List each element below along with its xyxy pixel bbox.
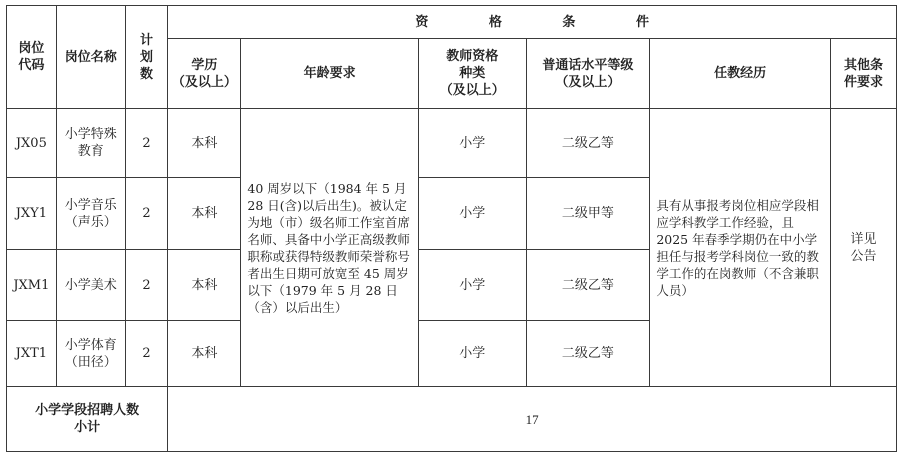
header-row-1 — [7, 6, 897, 39]
table-row — [7, 109, 897, 178]
cell-education: 本科 — [168, 178, 241, 250]
header-experience: 任教经历 — [650, 39, 831, 109]
cell-count: 2 — [125, 109, 168, 178]
header-code: 岗位 代码 — [7, 6, 57, 109]
cell-count: 2 — [125, 321, 168, 387]
cell-education: 本科 — [168, 250, 241, 321]
header-mandarin: 普通话水平等级 （及以上） — [526, 39, 650, 109]
cell-code: JXY1 — [7, 178, 57, 250]
footer-row — [7, 387, 897, 452]
cell-other: 详见 公告 — [830, 109, 896, 387]
cell-teacher-cert: 小学 — [418, 250, 526, 321]
footer-total: 17 — [168, 387, 897, 452]
cell-mandarin: 二级乙等 — [526, 250, 650, 321]
footer-label: 小学学段招聘人数 小计 — [7, 387, 168, 452]
cell-name: 小学特殊 教育 — [56, 109, 125, 178]
cell-count: 2 — [125, 178, 168, 250]
cell-name: 小学体育 （田径） — [56, 321, 125, 387]
cell-teacher-cert: 小学 — [418, 109, 526, 178]
header-teacher-cert: 教师资格 种类 （及以上） — [418, 39, 526, 109]
header-other: 其他条 件要求 — [830, 39, 896, 109]
cell-experience: 具有从事报考岗位相应学段相应学科教学工作经验，且 2025 年春季学期仍在中小学担任与报考学科岗位一致的教学工作的在岗教师（不含兼职人员） — [650, 109, 831, 387]
cell-teacher-cert: 小学 — [418, 178, 526, 250]
recruitment-table — [6, 5, 897, 452]
cell-code: JX05 — [7, 109, 57, 178]
header-age: 年龄要求 — [241, 39, 419, 109]
cell-mandarin: 二级甲等 — [526, 178, 650, 250]
header-count: 计 划 数 — [125, 6, 168, 109]
cell-mandarin: 二级乙等 — [526, 321, 650, 387]
cell-education: 本科 — [168, 109, 241, 178]
cell-name: 小学美术 — [56, 250, 125, 321]
cell-education: 本科 — [168, 321, 241, 387]
header-education: 学历 （及以上） — [168, 39, 241, 109]
cell-code: JXM1 — [7, 250, 57, 321]
cell-name: 小学音乐 （声乐） — [56, 178, 125, 250]
cell-age-requirement: 40 周岁以下（1984 年 5 月 28 日(含)以后出生)。被认定为地（市）级名师工作室首席名师、具备中小学正高级教师职称或获得特级教师荣誉称号者出生日期可放宽至 45 周岁以下（1979 年 5 月 28 日（含）以后出生） — [241, 109, 419, 387]
cell-count: 2 — [125, 250, 168, 321]
header-qualifications: 资 格 条 件 — [168, 6, 897, 39]
header-name: 岗位名称 — [56, 6, 125, 109]
cell-mandarin: 二级乙等 — [526, 109, 650, 178]
cell-code: JXT1 — [7, 321, 57, 387]
cell-teacher-cert: 小学 — [418, 321, 526, 387]
